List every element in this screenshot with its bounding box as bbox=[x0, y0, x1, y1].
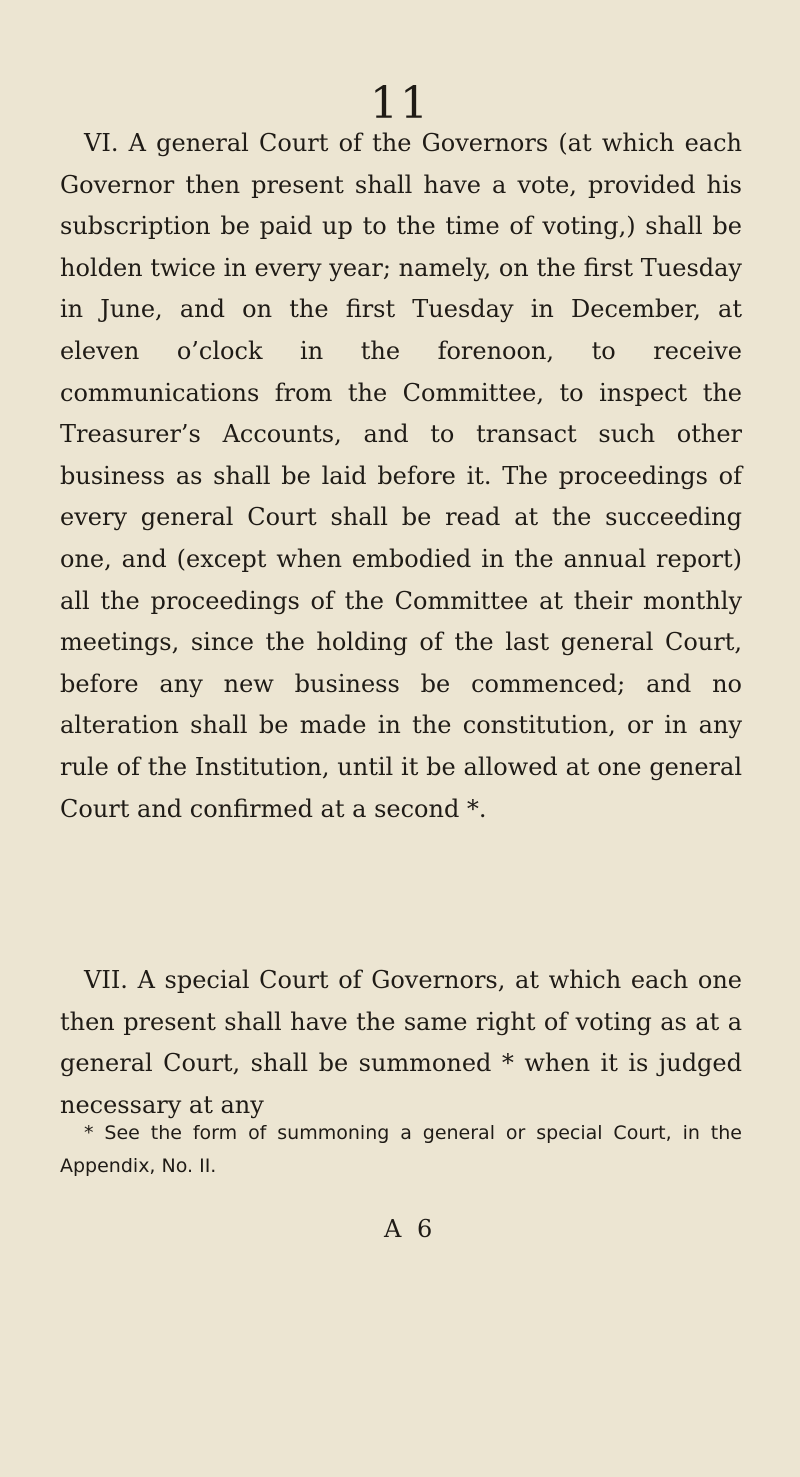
footnote: * See the form of summoning a general or special Court, in the Appendix, No. II. bbox=[60, 1122, 742, 1177]
paragraph-seven: VII. A special Court of Governors, at which each one then present shall have the same right of voting as at a general Court, shall be summoned * when it is judged necessary at any bbox=[60, 966, 742, 1119]
signature-mark: A 6 bbox=[384, 1215, 437, 1243]
paragraph-six: VI. A general Court of the Governors (at which each Governor then present shall have a vote, provided his subscription be paid up to the time of voting,) shall be holden twice in every year; namely, on the first Tuesday in June, and on the first Tuesday in December, at eleven o’clock in the forenoon, to receive communications from the Committee, to inspect the Treasurer’s Accounts, and to transact such other business as shall be laid before it. The proceedings of every general Court shall be read at the succeeding one, and (except when embodied in the annual report) all the proceedings of the Committee at their monthly meetings, since the holding of the last general Court, before any new business be commenced; and no alteration shall be made in the constitution, or in any rule of the Institution, until it be allowed at one general Court and confirmed at a second *. bbox=[60, 129, 742, 823]
page-number: 11 bbox=[370, 78, 430, 129]
